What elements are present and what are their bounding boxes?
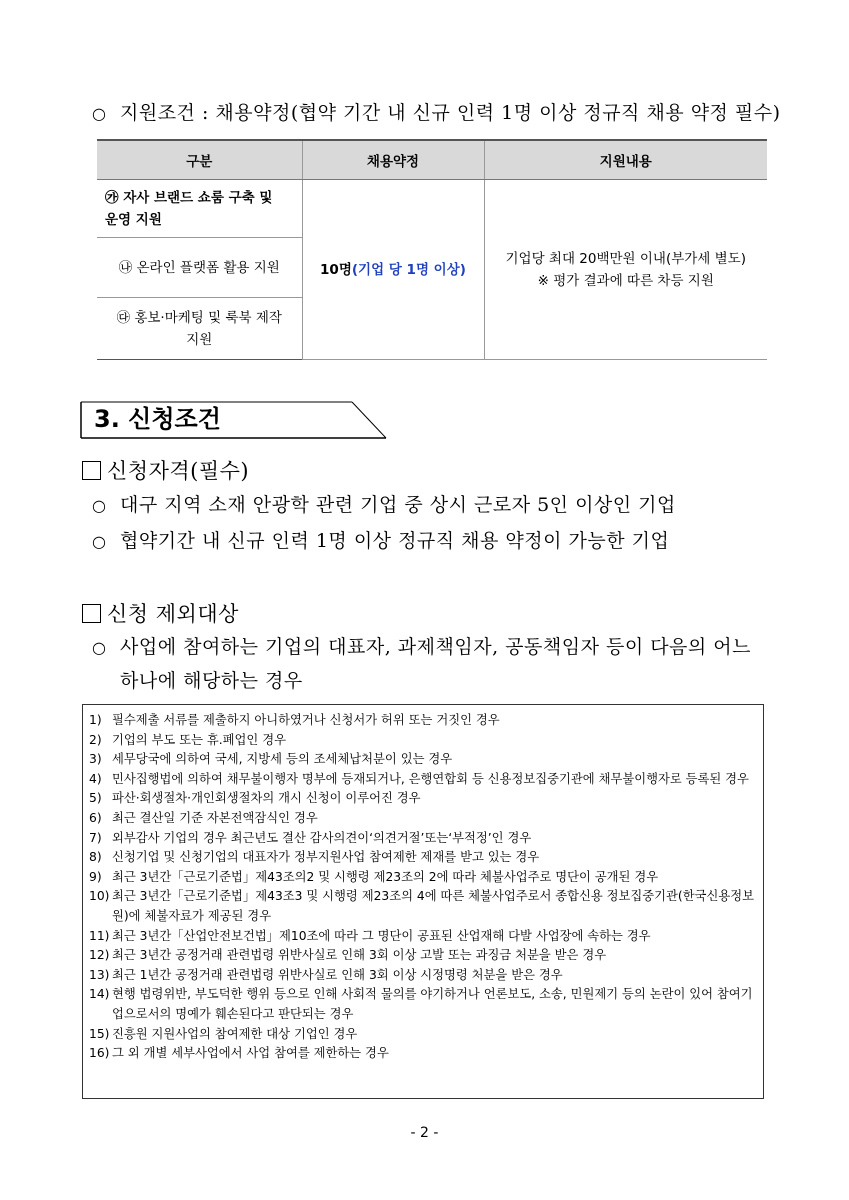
list-item: 10) 최근 3년간「근로기준법」제43조3 및 시행령 제23조의 4에 따른 체불사업주로서 종합신용 정보집중기관(한국신용정보원)에 체불자료가 제공된 경우 [89, 889, 755, 923]
list-item: 13) 최근 1년간 공정거래 관련법령 위반사실로 인해 3회 이상 시정명령 처분을 받은 경우 [89, 967, 563, 982]
list-item: 9) 최근 3년간「근로기준법」제43조의2 및 시행령 제23조의 2에 따라 체불사업주로 명단이 공개된 경우 [89, 869, 659, 884]
table-cell-category: ㉰ 홍보·마케팅 및 룩북 제작 지원 [97, 298, 302, 360]
list-item: 4) 민사집행법에 의하여 채무불이행자 명부에 등재되거나, 은행연합회 등 신용정보집중기관에 채무불이행자로 등록된 경우 [89, 771, 749, 786]
support-condition-text: 지원조건 : 채용약정(협약 기간 내 신규 인력 1명 이상 정규직 채용 약정 필수) [120, 102, 781, 124]
list-item: 5) 파산·회생절차·개인회생절차의 개시 신청이 이루어진 경우 [89, 791, 421, 806]
support-note: ※ 평가 결과에 따른 차등 지원 [537, 272, 714, 289]
qualification-heading: 신청자격(필수) [82, 455, 249, 485]
circle-bullet-icon: ○ [92, 638, 107, 657]
table-row [97, 180, 767, 238]
support-condition-line [92, 98, 781, 125]
list-item: 6) 최근 결산일 기준 자본전액잠식인 경우 [89, 810, 318, 825]
exclusion-list [82, 704, 764, 1099]
page-number: - 2 - [410, 1125, 439, 1141]
support-amount: 기업당 최대 20백만원 이내(부가세 별도) [505, 250, 746, 267]
section-title: 3. 신청조건 [94, 405, 221, 433]
recruit-detail: (기업 당 1명 이상) [351, 261, 466, 278]
recruit-count: 10명 [320, 261, 352, 278]
checkbox-square-icon [82, 604, 101, 623]
exclusion-intro: ○ 사업에 참여하는 기업의 대표자, 과제책임자, 공동책임자 등이 다음의 어느 [92, 636, 752, 658]
checkbox-square-icon [82, 461, 101, 480]
table-cell-category: ㉯ 온라인 플랫폼 활용 지원 [97, 238, 302, 298]
list-item: 3) 세무당국에 의하여 국세, 지방세 등의 조세체납처분이 있는 경우 [89, 752, 453, 767]
list-item: 2) 기업의 부도 또는 휴.폐업인 경우 [89, 732, 286, 747]
support-table [97, 139, 767, 360]
circle-bullet-icon: ○ [92, 496, 107, 515]
qualification-item: ○ 협약기간 내 신규 인력 1명 이상 정규직 채용 약정이 가능한 기업 [92, 530, 670, 552]
list-item: 16) 그 외 개별 세부사업에서 사업 참여를 제한하는 경우 [89, 1046, 389, 1061]
table-header-category: 구분 [97, 140, 302, 180]
exclusion-intro-continued: 하나에 해당하는 경우 [120, 670, 303, 692]
list-item: 14) 현행 법령위반, 부도덕한 행위 등으로 인해 사회적 물의를 야기하거나 언론보도, 소송, 민원제기 등의 논란이 있어 참여기업으로서의 명예가 훼손된다고 판단되는 경우 [89, 987, 753, 1021]
list-item: 8) 신청기업 및 신청기업의 대표자가 정부지원사업 참여제한 제재를 받고 있는 경우 [89, 850, 540, 865]
exclusion-heading: 신청 제외대상 [82, 598, 239, 628]
table-cell-support [484, 180, 767, 360]
list-item: 15) 진흥원 지원사업의 참여제한 대상 기업인 경우 [89, 1026, 358, 1041]
table-cell-category: ㉮ 자사 브랜드 쇼룸 구축 및 운영 지원 [97, 180, 302, 238]
list-item: 1) 필수제출 서류를 제출하지 아니하였거나 신청서가 허위 또는 거짓인 경우 [89, 713, 500, 727]
table-header-support: 지원내용 [484, 140, 767, 180]
qualification-item: ○ 대구 지역 소재 안광학 관련 기업 중 상시 근로자 5인 이상인 기업 [92, 494, 676, 516]
table-cell-recruit [302, 180, 484, 360]
circle-bullet-icon: ○ [92, 104, 107, 123]
circle-bullet-icon: ○ [92, 532, 107, 551]
list-item: 12) 최근 3년간 공정거래 관련법령 위반사실로 인해 3회 이상 고발 또는 과징금 처분을 받은 경우 [89, 948, 607, 963]
list-item: 7) 외부감사 기업의 경우 최근년도 결산 감사의견이‘의견거절’또는‘부적정’인 경우 [89, 830, 532, 845]
list-item: 11) 최근 3년간「산업안전보건법」제10조에 따라 그 명단이 공표된 산업재해 다발 사업장에 속하는 경우 [89, 928, 651, 943]
table-header-recruit: 채용약정 [302, 140, 484, 180]
